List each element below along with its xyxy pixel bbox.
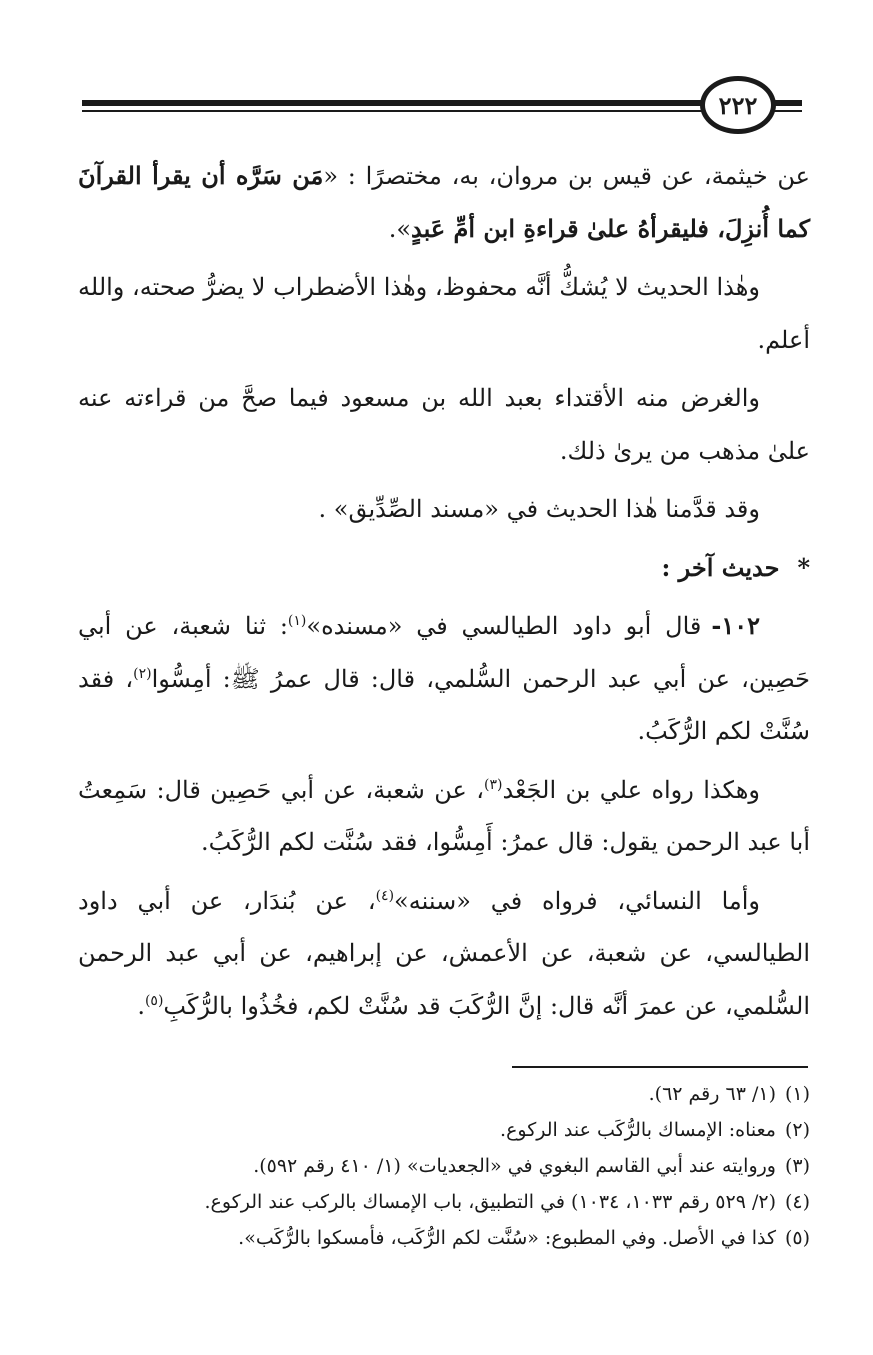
footnotes — [78, 1076, 810, 1256]
paragraph-1: عن خيثمة، عن قيس بن مروان، به، مختصرًا : «مَن سَرَّه أن يقرأ القرآنَ كما أُنزِلَ، فليقرأهُ علىٰ قراءةِ ابن أمِّ عَبدٍ». — [78, 161, 811, 243]
hadith-quote: مَن سَرَّه أن يقرأ القرآنَ كما أُنزِلَ، فليقرأهُ علىٰ قراءةِ ابن أمِّ عَبدٍ — [78, 161, 810, 243]
main-text — [78, 150, 810, 1032]
footnote-ref: (٥) — [144, 992, 164, 1009]
footnote-ref: (١) — [287, 613, 307, 629]
footnote-item: (٥)كذا في الأصل. وفي المطبوع: «سُنَّت لكم الرُّكَب، فأمسكوا بالرُّكَب». — [238, 1227, 810, 1249]
footnote-item: (٣)وروايته عند أبي القاسم البغوي في «الجعديات» (١/ ٤١٠ رقم ٥٩٢). — [253, 1155, 810, 1177]
paragraph-2: وهٰذا الحديث لا يُشكُّ أنَّه محفوظ، وهٰذا الأضطراب لا يضرُّ صحته، والله أعلم. — [78, 273, 810, 354]
footnote-ref: (٣) — [484, 776, 503, 793]
header-rule-thin — [82, 110, 712, 112]
paragraph-5: ١٠٢-قال أبو داود الطيالسي في «مسنده»$^{(١)}$: ثنا شعبة، عن أبي حَصِين، عن أبي عبد الرحمن السُّلمي، قال: قال عمرُ ﷺ: أمِسُّوا$^{(٢)}$، فقد سُنَّتْ لكم الرُّكَبُ. — [78, 611, 810, 745]
footnote-divider — [512, 1066, 808, 1068]
paragraph-4: وقد قدَّمنا هٰذا الحديث في «مسند الصِّدِّيق» . — [318, 495, 760, 523]
footnote-item: (٤)(٢/ ٥٢٩ رقم ١٠٣٣، ١٠٣٤) في التطبيق، باب الإمساك بالركب عند الركوع. — [204, 1191, 810, 1213]
footnote-ref: (٢) — [133, 665, 152, 682]
footnote-ref: (٤) — [375, 887, 395, 904]
star-icon: * — [797, 552, 810, 582]
paragraph-7: وأما النسائي، فرواه في «سننه»$^{(٤)}$، عن بُندَار، عن أبي داود الطيالسي، عن شعبة، عن الأعمش، عن إبراهيم، عن أبي عبد الرحمن السُّلمي، عن عمرَ أنَّه قال: إنَّ الرُّكَبَ قد سُنَّتْ لكم، فخُذُوا بالرُّكَبِ$^{(٥)}$. — [78, 886, 810, 1020]
header-rule — [82, 100, 712, 106]
footnote-item: (١)(١/ ٦٣ رقم ٦٢). — [648, 1083, 810, 1105]
paragraph-3: والغرض منه الأقتداء بعبد الله بن مسعود فيما صحَّ من قراءته عنه علىٰ مذهب من يرىٰ ذلك. — [78, 384, 810, 465]
page-number: ٢٢٢ — [700, 76, 776, 134]
footnote-item: (٢)معناه: الإمساك بالرُّكَب عند الركوع. — [500, 1119, 810, 1141]
paragraph-6: وهكذا رواه علي بن الجَعْد$^{(٣)}$، عن شعبة، عن أبي حَصِين قال: سَمِعتُ أبا عبد الرحمن يقول: قال عمرُ: أَمِسُّوا، فقد سُنَّت لكم الرُّكَبُ. — [78, 775, 810, 856]
section-heading: *حديث آخر : — [78, 542, 810, 595]
hadith-number: ١٠٢- — [711, 611, 760, 640]
